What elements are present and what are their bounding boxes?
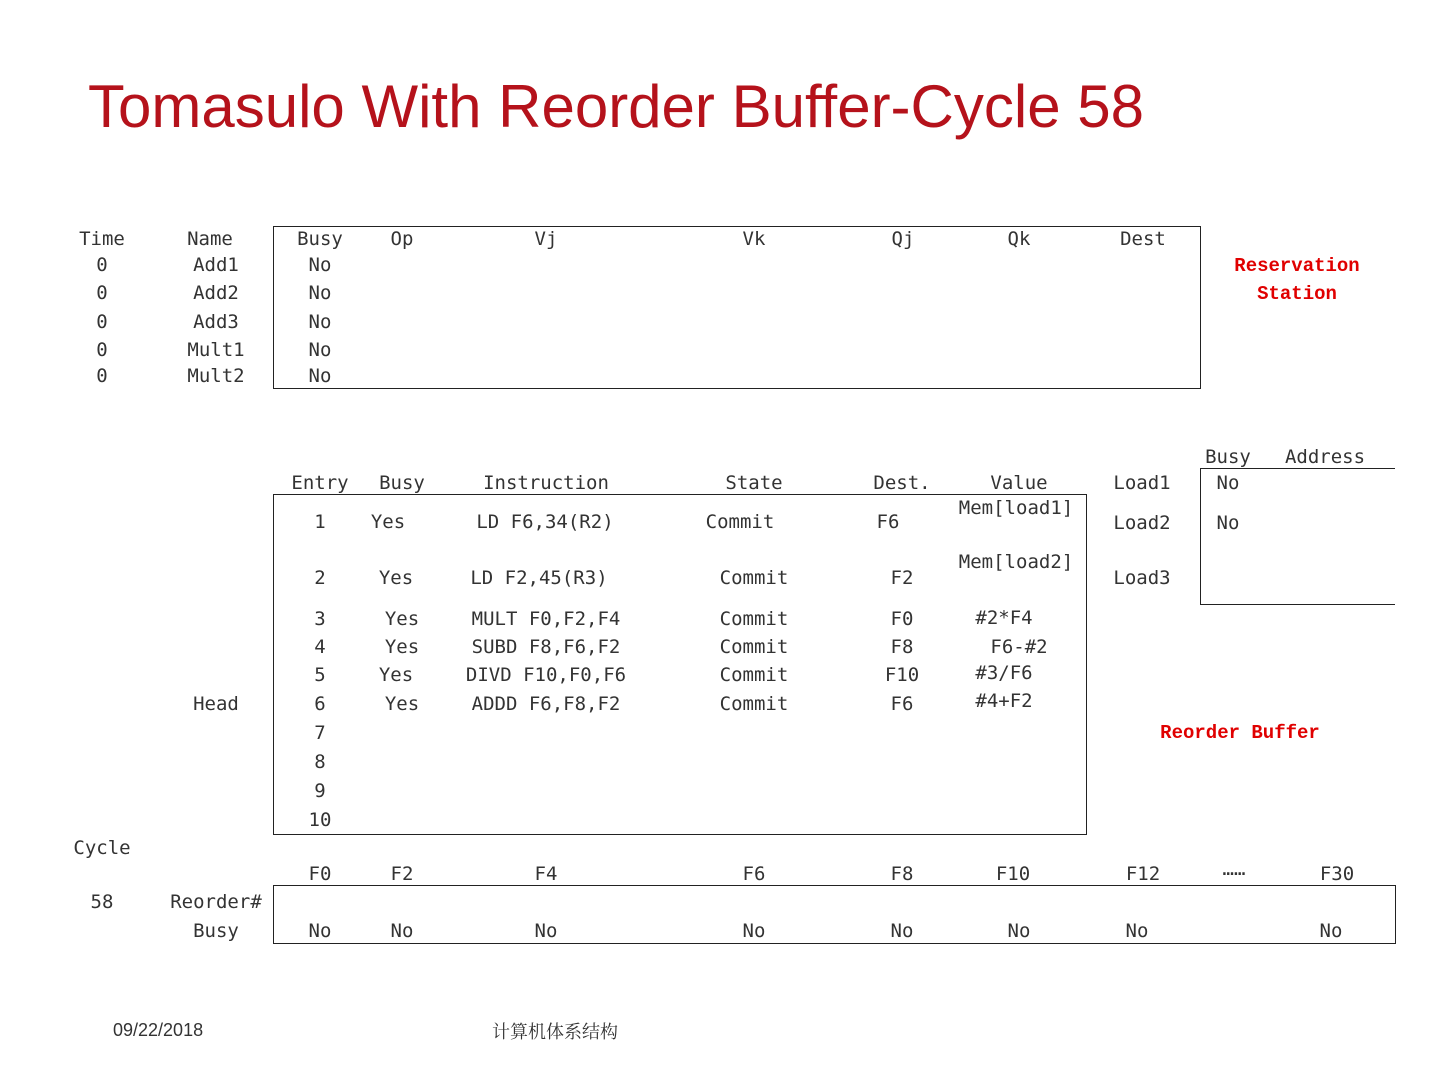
rob-busy: Yes	[378, 567, 414, 589]
rob-state: Commit	[719, 608, 789, 630]
rob-entry: 4	[314, 636, 326, 658]
reg-name: F10	[995, 863, 1031, 885]
footer-date: 09/22/2018	[113, 1020, 204, 1040]
rs-time: 0	[96, 254, 108, 276]
rob-entry: 2	[314, 567, 326, 589]
rob-dest: F6	[890, 693, 914, 715]
rob-header-instruction: Instruction	[483, 472, 609, 494]
rob-value: #2*F4	[975, 607, 1033, 629]
reservation-station-box	[273, 226, 1201, 389]
rs-header-busy: Busy	[297, 228, 343, 250]
reg-busy: No	[534, 920, 558, 942]
reg-name: F0	[308, 863, 332, 885]
slide-title: Tomasulo With Reorder Buffer-Cycle 58	[88, 73, 1144, 140]
rob-value: F6-#2	[990, 636, 1048, 658]
reg-busy: No	[890, 920, 914, 942]
rob-state: Commit	[719, 567, 789, 589]
footer-course: 计算机体系结构	[492, 1022, 618, 1043]
rob-value: #4+F2	[975, 690, 1033, 712]
rob-instruction: LD F6,34(R2)	[476, 511, 614, 533]
cycle-value: 58	[90, 891, 114, 913]
reg-busy: No	[308, 920, 332, 942]
load-name: Load2	[1113, 512, 1171, 534]
load-header-busy: Busy	[1205, 446, 1251, 468]
reg-name: F30	[1319, 863, 1355, 885]
rob-header-busy: Busy	[379, 472, 425, 494]
rob-header-dest: Dest.	[873, 472, 931, 494]
reg-busy: No	[742, 920, 766, 942]
rob-busy: Yes	[370, 511, 406, 533]
rob-state: Commit	[719, 636, 789, 658]
load-busy: No	[1216, 512, 1240, 534]
reg-name: F2	[390, 863, 414, 885]
rob-value: #3/F6	[975, 662, 1033, 684]
reg-busy: No	[1007, 920, 1031, 942]
rs-header-vj: Vj	[534, 228, 558, 250]
rob-dest: F6	[876, 511, 900, 533]
rob-dest: F10	[884, 664, 920, 686]
rob-state: Commit	[719, 664, 789, 686]
load-header-address: Address	[1284, 446, 1366, 468]
rs-name: Add2	[193, 282, 239, 304]
register-status-box	[273, 885, 1396, 944]
load-name: Load1	[1113, 472, 1171, 494]
rs-time: 0	[96, 365, 108, 387]
rs-header-time: Time	[79, 228, 125, 250]
rob-busy: Yes	[384, 693, 420, 715]
rs-busy: No	[308, 339, 332, 361]
rs-header-vk: Vk	[742, 228, 766, 250]
rob-value: Mem[load2]	[958, 551, 1074, 573]
reg-busy: No	[390, 920, 414, 942]
reservation-station-label-line2: Station	[1257, 283, 1337, 305]
rob-instruction: SUBD F8,F6,F2	[471, 636, 621, 658]
reg-busy-label: Busy	[193, 920, 239, 942]
rob-entry: 9	[314, 780, 326, 802]
reorder-buffer-label: Reorder Buffer	[1160, 722, 1320, 744]
rob-instruction: DIVD F10,F0,F6	[465, 664, 627, 686]
rob-entry: 5	[314, 664, 326, 686]
rob-dest: F8	[890, 636, 914, 658]
rob-state: Commit	[719, 693, 789, 715]
rs-header-qj: Qj	[891, 228, 915, 250]
rob-header-entry: Entry	[291, 472, 349, 494]
reg-name: F12	[1125, 863, 1161, 885]
rob-entry: 6	[314, 693, 326, 715]
head-pointer-label: Head	[193, 693, 239, 715]
rs-header-dest: Dest	[1120, 228, 1166, 250]
rob-header-state: State	[725, 472, 783, 494]
rs-time: 0	[96, 282, 108, 304]
rs-name: Mult2	[187, 365, 245, 387]
rob-entry: 3	[314, 608, 326, 630]
rob-instruction: ADDD F6,F8,F2	[471, 693, 621, 715]
rs-name: Mult1	[187, 339, 245, 361]
rob-busy: Yes	[378, 664, 414, 686]
reg-name: F6	[742, 863, 766, 885]
rob-dest: F2	[890, 567, 914, 589]
reg-name: F8	[890, 863, 914, 885]
rob-state: Commit	[705, 511, 775, 533]
rs-name: Add3	[193, 311, 239, 333]
rob-entry: 1	[314, 511, 326, 533]
rob-instruction: LD F2,45(R3)	[470, 567, 608, 589]
rs-busy: No	[308, 282, 332, 304]
reg-ellipsis: ……	[1222, 858, 1246, 880]
rs-time: 0	[96, 311, 108, 333]
rob-entry: 7	[314, 722, 326, 744]
rs-name: Add1	[193, 254, 239, 276]
rob-dest: F0	[890, 608, 914, 630]
rob-value: Mem[load1]	[958, 497, 1074, 519]
rs-header-qk: Qk	[1007, 228, 1031, 250]
rs-header-name: Name	[187, 228, 233, 250]
load-name: Load3	[1113, 567, 1171, 589]
rs-header-op: Op	[390, 228, 414, 250]
reorder-number-label: Reorder#	[170, 891, 262, 913]
rs-busy: No	[308, 254, 332, 276]
rob-busy: Yes	[384, 608, 420, 630]
rs-time: 0	[96, 339, 108, 361]
reservation-station-label-line1: Reservation	[1234, 255, 1360, 277]
load-busy: No	[1216, 472, 1240, 494]
rob-header-value: Value	[990, 472, 1048, 494]
rob-instruction: MULT F0,F2,F4	[471, 608, 621, 630]
reg-busy: No	[1125, 920, 1149, 942]
rob-entry: 8	[314, 751, 326, 773]
reg-busy: No	[1319, 920, 1343, 942]
reg-name: F4	[534, 863, 558, 885]
rob-entry: 10	[308, 809, 332, 831]
rs-busy: No	[308, 365, 332, 387]
cycle-label: Cycle	[73, 837, 131, 859]
rob-busy: Yes	[384, 636, 420, 658]
rs-busy: No	[308, 311, 332, 333]
